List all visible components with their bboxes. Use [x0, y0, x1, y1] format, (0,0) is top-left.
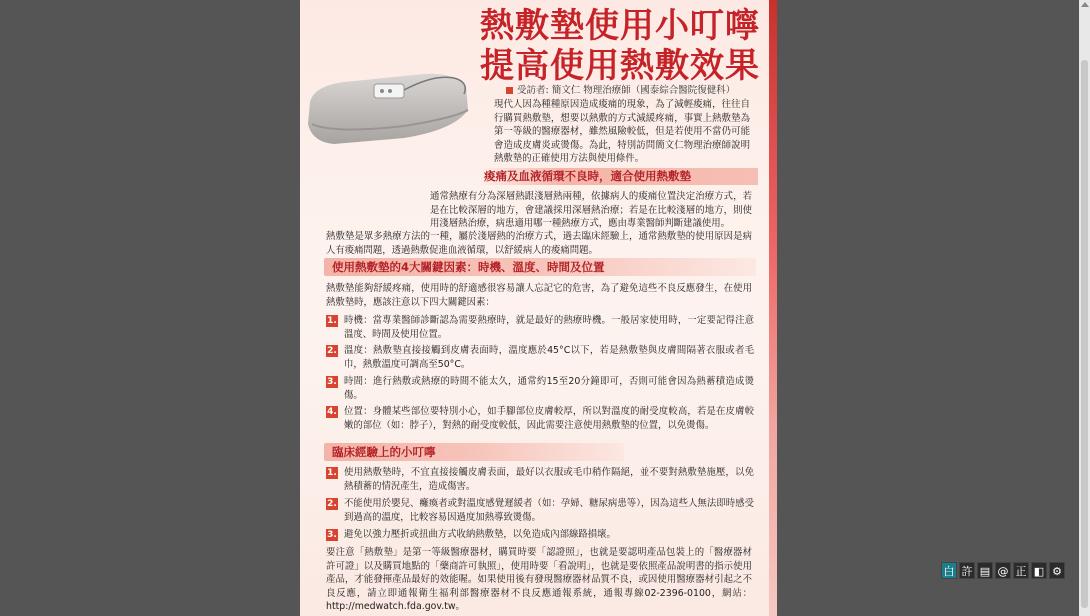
factor-text: 位置：身體某些部位要特別小心，如手腳部位皮膚較厚，所以對溫度的耐受度較高，若是在皮膚較嫩的部位（如：脖子），對熱的耐受度較低，因此需要注意使用熱敷墊的位置，以免燙傷。: [344, 406, 754, 431]
paragraph-2: 熱敷墊是眾多熱療方法的一種，屬於淺層熱的治療方式，過去臨床經驗上，通常熱敷墊的使用原因是病人有痠痛問題，透過熱敷促進血液循環，以舒緩病人的痠痛問題。: [326, 231, 752, 256]
number-badge: 2.: [327, 499, 337, 509]
number-badge: 2.: [327, 346, 337, 356]
number-badge: 4.: [327, 407, 337, 417]
tip-text: 避免以強力壓折或扭曲方式收納熱敷墊，以免造成內部線路損壞。: [344, 529, 616, 540]
tip-item: [326, 466, 754, 493]
tip-text: 使用熱敷墊時，不宜直接接觸皮膚表面，最好以衣服或毛巾稍作隔絕，並不要對熱敷墊施壓，以免熱積蓄的情況產生，造成傷害。: [344, 467, 754, 492]
scroll-up-arrow-icon[interactable]: [1081, 2, 1089, 7]
document-page: [300, 0, 777, 616]
title-line-1: 熱敷墊使用小叮嚀: [480, 6, 760, 46]
toolbar-button-page-icon[interactable]: ▤: [977, 562, 993, 579]
paragraph-3: 熱敷墊能夠舒緩疼痛，使用時的舒適感很容易讓人忘記它的危害，為了避免這些不良反應發生，在使用熱敷墊時，應該注意以下四大關鍵因素：: [326, 283, 752, 308]
intro-paragraph: 現代人因為種種原因造成痠痛的現象，為了減輕痠痛，往往自行購買熱敷墊，想要以熱敷的方式減緩疼痛，事實上熱敷墊為第一等級的醫療器材，雖然風險較低，但是若使用不當仍可能會造成皮膚炎或燙傷。為此，特別訪問簡文仁物理治療師說明熱敷墊的正確使用方法與使用條件。: [494, 99, 750, 164]
closing-paragraph: 要注意「熱敷墊」是第一等級醫療器材，購買時要「認證照」，也就是要認明產品包裝上的「醫療器材許可證」以及購買地點的「藥商許可執照」，使用時要「看說明」，也就是要依照產品說明書的指示使用產品，才能發揮產品最好的效能喔。如果使用後有發現醫療器材品質不良，或因使用醫療器材引起之不良反應，請立即通報衛生福利部醫療器材不良反應通報系統，通報專線02-2396-0100，網站：http://medwatch.fda.gov.tw。: [326, 547, 752, 612]
number-badge: 3.: [327, 530, 337, 540]
toolbar-button-zheng[interactable]: 正: [1013, 562, 1029, 579]
factor-text: 時機：當專業醫師診斷認為需要熱療時，就是最好的熱療時機。一般居家使用時，一定要記得注意溫度、時間及使用位置。: [344, 315, 754, 340]
section-heading-2: 使用熱敷墊的4大關鍵因素：時機、溫度、時間及位置: [324, 258, 756, 276]
factor-item: [326, 314, 754, 341]
factor-item: [326, 405, 754, 432]
page-title: [480, 6, 760, 86]
toolbar-button-gear-icon[interactable]: ⚙: [1049, 562, 1065, 579]
heating-pad-image: [304, 64, 472, 148]
interviewee-text: 受訪者: 簡文仁 物理治療師（國泰綜合醫院復健科）: [517, 85, 736, 96]
title-line-2: 提高使用熱敷效果: [480, 46, 760, 86]
reader-toolbar: [941, 562, 1065, 580]
toolbar-button-xu[interactable]: 許: [959, 562, 975, 579]
number-badge: 3.: [327, 377, 337, 387]
paragraph-1: 通常熱療有分為深層熱跟淺層熱兩種，依據病人的痠痛位置決定治療方式，若是在比較深層的地方，會建議採用深層熱治療；若是在比較淺層的地方，則使用淺層熱治療，病患適用哪一種熱療方式，應由專業醫師判斷建議使用。: [430, 191, 752, 229]
toolbar-button-contrast-icon[interactable]: ◧: [1031, 562, 1047, 579]
tip-text: 不能使用於嬰兒、癱瘓者或對溫度感覺遲緩者（如：孕婦、糖尿病患等），因為這些人無法即時感受到過高的溫度，比較容易因過度加熱導致燙傷。: [344, 498, 754, 523]
factor-text: 溫度：熱敷墊直接接觸到皮膚表面時，溫度應於45°C以下，若是熱敷墊與皮膚間隔著衣服或者毛巾，熱敷溫度可調高至50°C。: [344, 345, 754, 370]
section-heading-1: 痠痛及血液循環不良時，適合使用熱敷墊: [478, 168, 758, 185]
toolbar-button-at-icon[interactable]: @: [995, 562, 1011, 579]
toolbar-button-white[interactable]: 白: [941, 562, 957, 579]
factor-text: 時間：進行熱敷或熱療的時間不能太久，通常約15至20分鐘即可，否則可能會因為熱蓄積造成燙傷。: [344, 376, 754, 401]
factor-item: [326, 344, 754, 371]
section-heading-3: 臨床經驗上的小叮嚀: [324, 443, 624, 461]
tip-item: [326, 528, 754, 542]
number-badge: 1.: [327, 316, 337, 326]
factor-item: [326, 375, 754, 402]
tip-item: [326, 497, 754, 524]
interviewee-line: [506, 82, 766, 96]
bullet-square-icon: [506, 87, 513, 94]
scrollbar-thumb[interactable]: [1081, 60, 1088, 608]
number-badge: 1.: [327, 468, 337, 478]
